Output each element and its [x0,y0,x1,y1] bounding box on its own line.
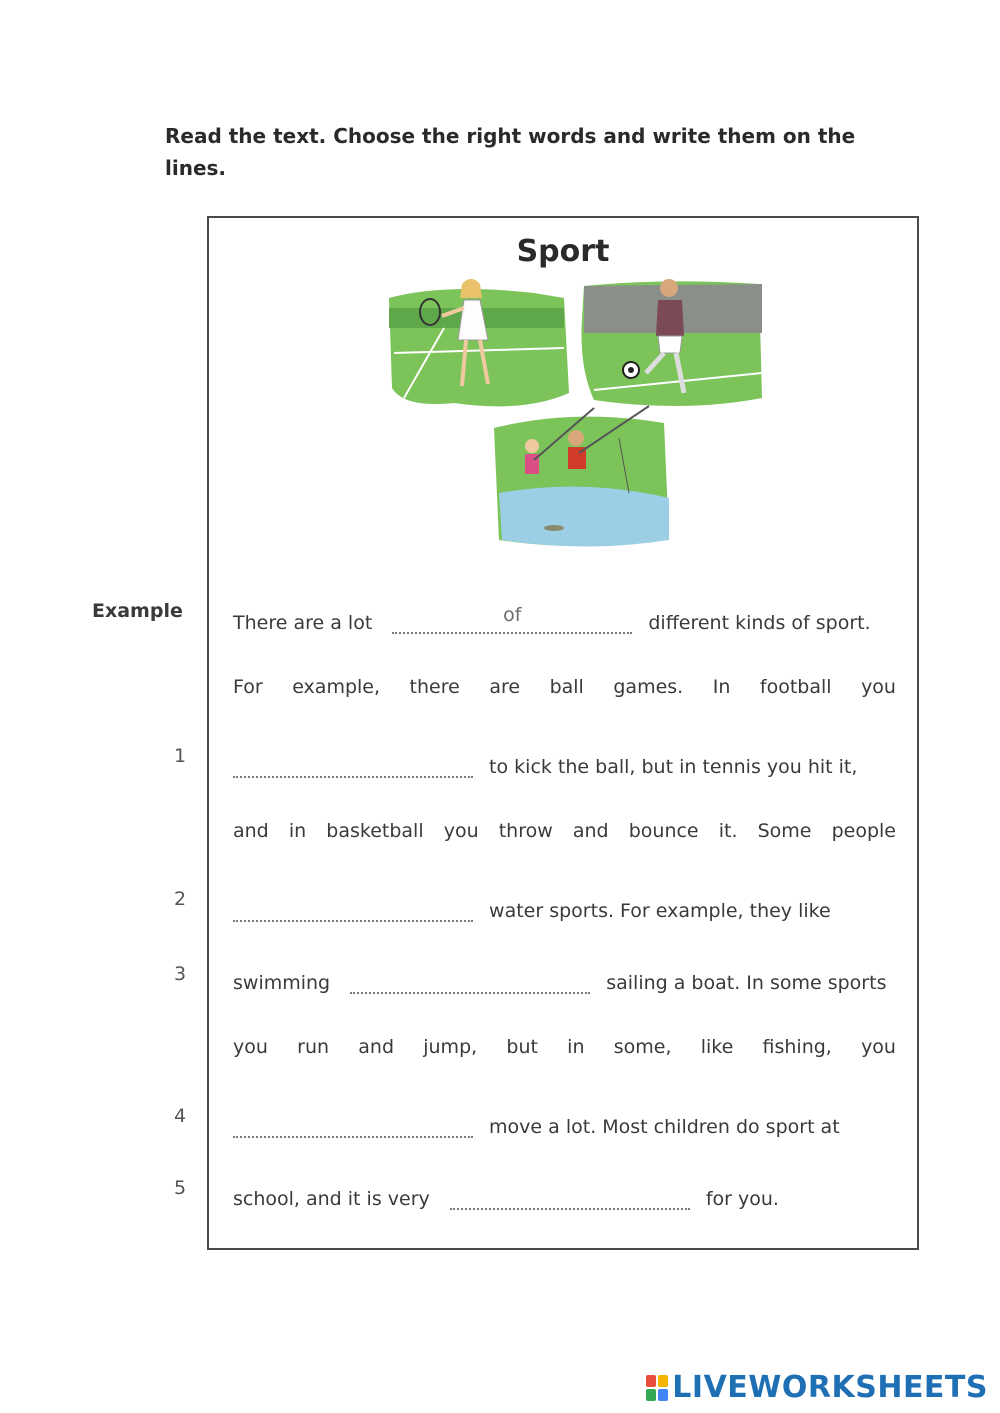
question-number-2: 2 [174,888,187,910]
question-number-1: 1 [174,745,187,767]
word: For [233,676,263,698]
answer-blank-4 [233,1108,473,1138]
word: you [861,1036,896,1058]
passage-frame [207,216,919,1250]
word: bounce [628,820,699,842]
word: like [700,1036,734,1058]
passage-line-4 [233,892,896,922]
instructions: Read the text. Choose the right words and write them on the lines. [165,124,856,180]
example-answer-blank [392,604,632,634]
brand-name: LIVEWORKSHEETS [672,1370,988,1405]
tennis-scene-image [389,279,569,406]
passage-title: Sport [516,234,610,269]
sport-illustrations [384,278,764,553]
fishing-scene-image [494,406,669,547]
word: and [358,1036,395,1058]
word: jump, [423,1036,478,1058]
question-number-4: 4 [174,1105,187,1127]
word: and [572,820,609,842]
word: football [759,676,832,698]
line-text: sailing a boat. In some sports [606,972,887,994]
word: run [297,1036,330,1058]
word: people [831,820,896,842]
line-text: for you. [705,1188,779,1210]
word: In [712,676,731,698]
word: Some [757,820,812,842]
passage-line-6 [233,1036,896,1058]
answer-blank-5 [450,1180,690,1210]
answer-blank-3 [350,964,590,994]
answer-input-5[interactable] [450,1180,694,1210]
passage-line-5 [233,964,896,994]
answer-input-4[interactable] [233,1108,477,1138]
passage-line-2 [233,748,896,778]
word: there [409,676,460,698]
answer-input-3[interactable] [350,964,594,994]
passage-line-8 [233,1180,896,1210]
football-scene-image [582,279,763,406]
word: some, [613,1036,672,1058]
line-text: water sports. For example, they like [489,900,831,922]
passage-line-3 [233,820,896,842]
line-text: to kick the ball, but in tennis you hit it, [489,756,858,778]
liveworksheets-badge-icon [646,1375,668,1401]
word: you [443,820,479,842]
word: it. [718,820,738,842]
passage-line-1 [233,676,896,698]
example-answer: of [503,604,522,626]
word: in [288,820,307,842]
liveworksheets-logo[interactable] [646,1370,988,1405]
word: games. [613,676,684,698]
answer-input-1[interactable] [233,748,477,778]
word: you [233,1036,268,1058]
answer-input-2[interactable] [233,892,477,922]
passage-line-7 [233,1108,896,1138]
question-number-3: 3 [174,963,187,985]
word: but [506,1036,538,1058]
line-text: There are a lot [233,612,373,634]
line-text: different kinds of sport. [648,612,871,634]
word: and [233,820,269,842]
passage-line-example [233,604,896,634]
example-label: Example [92,600,183,622]
question-number-5: 5 [174,1177,187,1199]
word: ball [549,676,584,698]
answer-blank-2 [233,892,473,922]
word: throw [498,820,553,842]
word: example, [292,676,381,698]
word: fishing, [762,1036,832,1058]
answer-blank-1 [233,748,473,778]
line-text: move a lot. Most children do sport at [489,1116,840,1138]
word: you [861,676,896,698]
line-text: swimming [233,972,331,994]
word: are [489,676,521,698]
word: in [567,1036,585,1058]
word: basketball [326,820,424,842]
line-text: school, and it is very [233,1188,430,1210]
